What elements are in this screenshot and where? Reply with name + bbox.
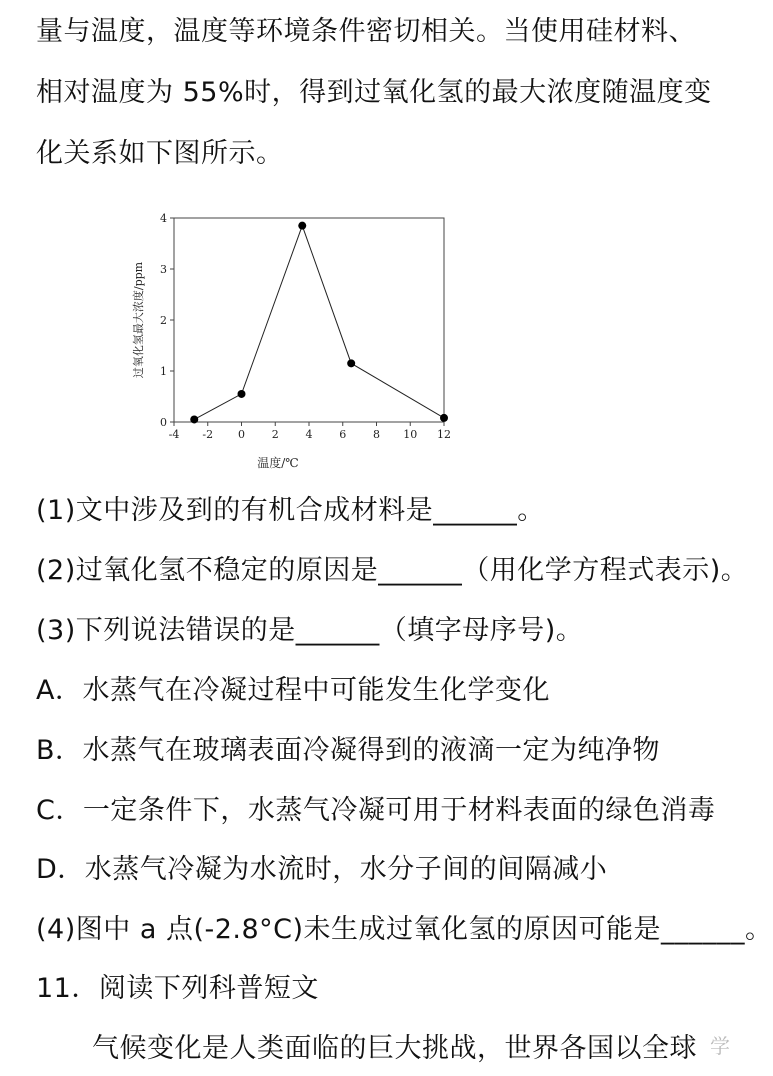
x-tick-label: 8 [373,428,380,441]
x-tick-label: 2 [271,428,279,441]
question-2: (2)过氧化氢不稳定的原因是______（用化学方程式表示)。 [36,555,749,586]
data-point [347,359,355,367]
x-tick-label: 6 [339,428,347,441]
data-point [298,222,306,230]
data-point [440,414,448,422]
line-2: 相对温度为 55%时，得到过氧化氢的最大浓度随温度变 [36,77,712,108]
series-line [194,226,444,420]
option-c: C．一定条件下，水蒸气冷凝可用于材料表面的绿色消毒 [36,795,716,826]
x-axis-ticks [169,422,451,441]
concentration-temperature-chart [128,205,451,475]
line-3: 化关系如下图所示。 [36,138,284,169]
x-tick-label: 12 [437,428,451,441]
question-1: (1)文中涉及到的有机合成材料是______。 [36,495,545,526]
option-a: A．水蒸气在冷凝过程中可能发生化学变化 [36,675,550,706]
plot-frame [174,218,444,422]
y-tick-label: 2 [160,314,167,327]
x-tick-label: -4 [168,428,180,441]
section-11-heading: 11．阅读下列科普短文 [36,973,319,1004]
y-tick-label: 4 [160,212,167,225]
watermark-text: 学 [710,1034,730,1058]
question-4: (4)图中 a 点(-2.8°C)未生成过氧化氢的原因可能是______。 [36,914,773,945]
y-tick-label: 1 [160,365,167,378]
paragraph-start: 气候变化是人类面临的巨大挑战，世界各国以全球 [92,1033,697,1064]
data-point [190,415,198,423]
x-tick-label: 0 [238,428,245,441]
line-1: 量与温度，温度等环境条件密切相关。当使用硅材料、 [36,16,696,47]
x-tick-label: 4 [305,428,313,441]
data-point [238,390,246,398]
y-tick-label: 3 [160,263,167,276]
question-3: (3)下列说法错误的是______（填字母序号)。 [36,615,584,646]
x-axis-label: 温度/℃ [257,456,299,470]
y-axis-label: 过氧化氢最大浓度/ppm [132,261,145,379]
y-tick-label: 0 [160,416,167,429]
option-b: B．水蒸气在玻璃表面冷凝得到的液滴一定为纯净物 [36,735,661,766]
x-tick-label: 10 [403,428,418,441]
x-tick-label: -2 [202,428,214,441]
y-axis-ticks [160,212,174,429]
option-d: D．水蒸气冷凝为水流时，水分子间的间隔减小 [36,854,608,885]
series-layer [190,222,448,424]
